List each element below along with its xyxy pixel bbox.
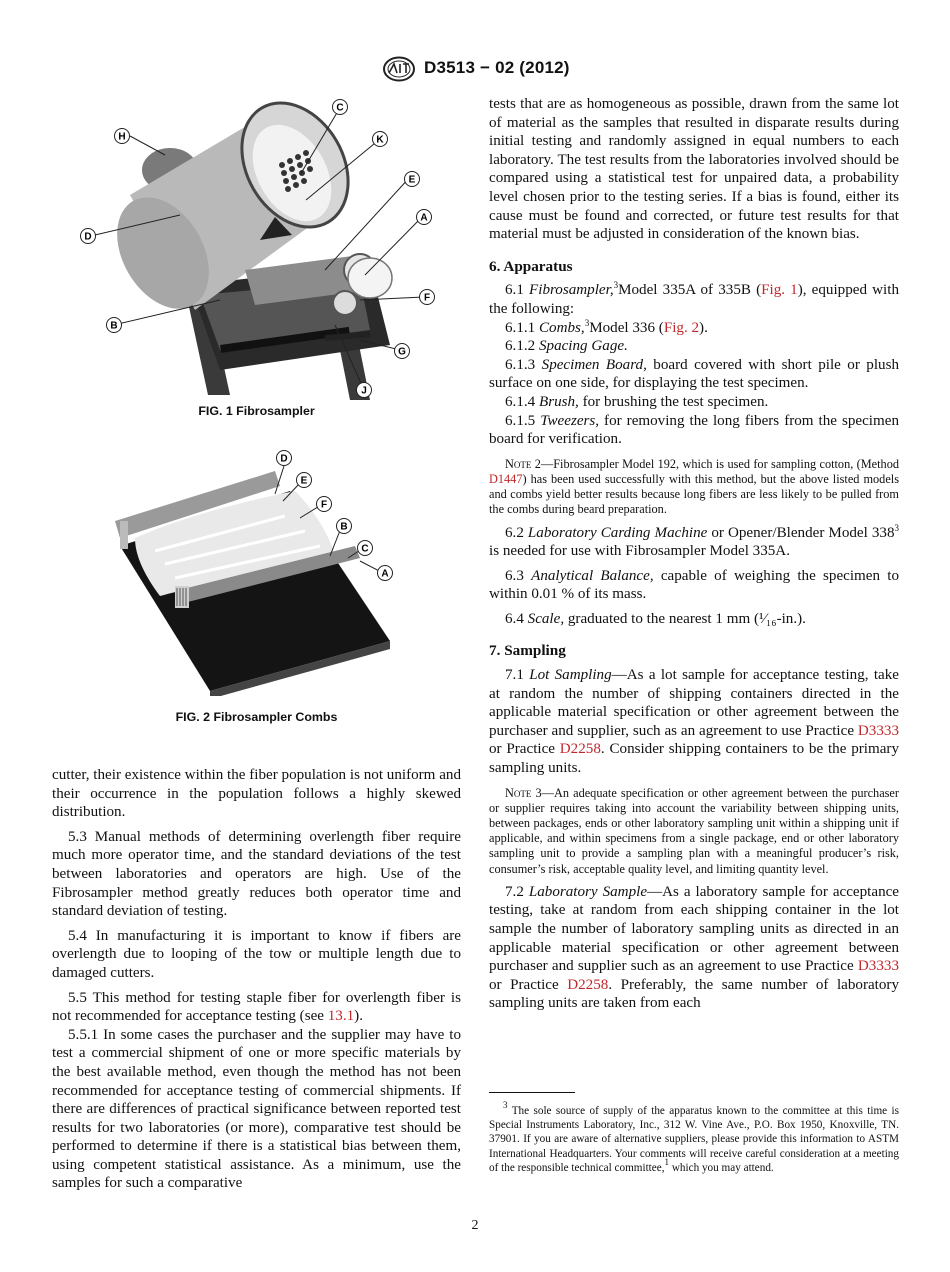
paragraph-5-5-1: 5.5.1 In some cases the purchaser and the supplier may have to test a commercial shipment of one or more specific materials by the best available method, even though the method has not been recommended for acceptance testing of commercial shipments. If there are differences of practical significance between reported test results for two laboratories (or more), comparative test should be performed to determine if there is a statistical bias between them, using competent statistical assistance. As a minimum, use the samples for such a comparative — [52, 1026, 461, 1192]
fig1-callout-f — [420, 290, 435, 305]
svg-text:D: D — [84, 231, 92, 243]
paragraph-6-1-1: 6.1.1 Combs,$^3$Model 336 (Fig. 2). — [505, 317, 708, 336]
svg-text:G: G — [398, 346, 406, 358]
fig1-callout-a — [417, 210, 432, 225]
paragraph-6-1-5: 6.1.5 Tweezers, for removing the long fibers from the specimen board for verification. — [489, 412, 899, 448]
svg-text:B: B — [340, 521, 348, 533]
paragraph-6-2: 6.2 Laboratory Carding Machine or Opener/Blender Model $338^3$ is needed for use with Fibrosampler Model 335A. — [489, 522, 899, 560]
page-header — [0, 56, 950, 86]
figure-2-caption: FIG. 2 Fibrosampler Combs — [175, 710, 338, 724]
svg-text:A: A — [381, 568, 389, 580]
fig1-callout-d — [81, 229, 96, 244]
fig1-callout-e — [405, 172, 420, 187]
svg-text:C: C — [336, 102, 344, 114]
footnote-3: $^3$ The sole source of supply of the apparatus known to the committee at this time is Special Instruments Laboratory, Inc., 312 W. Vine Ave., P.O. Box 1950, Knoxville, TN. 37901. If you are aware of alternative suppliers, please provide this information to ASTM International Headquarters. Your comments will receive careful consideration at a meeting of the responsible technical committee,$^1$ which you may attend. — [489, 1100, 899, 1174]
svg-text:E: E — [408, 174, 416, 186]
note-3: Note 3—An adequate specification or other agreement between the purchaser or supplier requires taking into account the variability between shipping units, between packages, ends or other laboratory sampling unit within a shipping unit if applicable, and within specimens from a single package, end or other laboratory sampling unit to provide a sampling plan with a meaningful producer’s risk, consumer’s risk, acceptable quality level, and limiting quantity level. — [489, 785, 899, 876]
fig1-callout-h — [115, 129, 130, 144]
fig-1-link[interactable]: Fig. 1 — [761, 282, 798, 299]
d1447-link[interactable]: D1447 — [489, 471, 523, 486]
paragraph-7-2: 7.2 Laboratory Sample—As a laboratory sample for acceptance testing, take at random from each shipping container in the lot sample the number of laboratory sampling units as directed in an applicable material specification or other agreement between purchaser and supplier such as an agreement to use Practice D3333 or Practice D2258. Preferably, the same number of laboratory sampling units are taken from each — [489, 883, 900, 1012]
fig1-callout-g — [395, 344, 410, 359]
footnote-rule — [489, 1092, 575, 1093]
paragraph-5-3: 5.3 Manual methods of determining overlength fiber require much more operator time, and the standard deviations of the test between laboratories and operators are high. Use of the Fibrosampler method greatly reduces both operator time and standard deviation of testing. — [52, 828, 461, 920]
fig2-callout-e — [297, 473, 312, 488]
paragraph-continued: cutter, their existence within the fiber population is not uniform and their occurrence in the population follows a highly skewed distribution. — [52, 767, 461, 821]
d3333-link[interactable]: D3333 — [857, 722, 899, 739]
figure-1-caption: FIG. 1 Fibrosampler — [198, 404, 315, 418]
fig2-callout-c — [358, 541, 373, 556]
svg-text:J: J — [361, 385, 367, 397]
fig1-callout-k — [373, 132, 388, 147]
svg-text:H: H — [118, 131, 126, 143]
svg-text:C: C — [361, 543, 369, 555]
document-code: D3513 − 02 (2012) — [424, 58, 570, 77]
fig2-callout-a — [378, 566, 393, 581]
figure-2-combs-image — [115, 446, 405, 696]
astm-logo-icon — [382, 56, 416, 82]
figure-1-fibrosampler-image — [70, 95, 450, 400]
right-column-text — [489, 95, 899, 1013]
paragraph-6-1-3: 6.1.3 Specimen Board, board covered with short pile or plush surface on one side, for displaying the test specimen. — [489, 356, 899, 392]
paragraph-5-5: 5.5 This method for testing staple fiber for overlength fiber is not recommended for acceptance testing (see 13.1). — [52, 989, 461, 1025]
fig-2-link[interactable]: Fig. 2 — [663, 319, 700, 336]
paragraph-6-1-4: 6.1.4 Brush, for brushing the test specimen. — [505, 393, 769, 410]
svg-text:B: B — [110, 320, 118, 332]
left-column-text — [52, 766, 461, 1193]
svg-text:F: F — [320, 499, 328, 511]
paragraph-6-4: 6.4 Scale, graduated to the nearest 1 mm (¹⁄₁₆-in.). — [505, 610, 806, 627]
svg-text:D: D — [280, 453, 288, 465]
fig2-callout-d — [277, 451, 292, 466]
ref-13-1-link[interactable]: 13.1 — [327, 1008, 355, 1025]
paragraph-6-3: 6.3 Analytical Balance, capable of weighing the specimen to within 0.01 % of its mass. — [489, 567, 900, 603]
paragraph-6-1-2: 6.1.2 Spacing Gage. — [505, 338, 628, 355]
fig1-callout-j — [357, 383, 372, 398]
fig2-callout-f — [317, 497, 332, 512]
section-6-heading: 6. Apparatus — [489, 257, 573, 275]
paragraph-5-4: 5.4 In manufacturing it is important to know if fibers are overlength due to looping of the tow or multiple length due to damaged cutters. — [52, 927, 461, 981]
svg-text:K: K — [376, 134, 384, 146]
svg-text:E: E — [300, 475, 308, 487]
svg-text:A: A — [420, 212, 428, 224]
section-7-heading: 7. Sampling — [489, 642, 566, 660]
d2258-link[interactable]: D2258 — [559, 741, 601, 758]
paragraph-6-1: 6.1 Fibrosampler,$^3$Model 335A of 335B (Fig. 1), equipped with the following: — [489, 280, 899, 317]
paragraph-continued-right: tests that are as homogeneous as possible, drawn from the same lot of material as the samples that resulted in disparate results during initial testing and randomly assigned in equal numbers to each laboratory. The test results from the laboratories involved should be compared using a statistical test for unpaired data, a probability level chosen prior to the testing series. If a bias is found, either its cause must be found and corrected, or future test results for that material must be adjusted in consideration of the known bias. — [489, 96, 899, 243]
page-number: 2 — [471, 1218, 479, 1233]
d3333-link-2[interactable]: D3333 — [857, 958, 899, 975]
paragraph-7-1: 7.1 Lot Sampling—As a lot sample for acceptance testing, take at random the number of shipping containers directed in the applicable material specification or other agreement between the purchaser and supplier, such as an agreement to use Practice D3333 or Practice D2258. Consider shipping containers to be the primary sampling units. — [489, 667, 899, 777]
fig2-callout-b — [337, 519, 352, 534]
fig1-callout-b — [107, 318, 122, 333]
note-2: Note 2—Fibrosampler Model 192, which is used for sampling cotton, (Method D1447) has been used successfully with this method, but the above listed models and combs yield better results because long fibers are less likely to be pulled from the combs during beard preparation. — [489, 456, 899, 517]
fig1-callout-c — [333, 100, 348, 115]
svg-text:F: F — [423, 292, 431, 304]
d2258-link-2[interactable]: D2258 — [567, 976, 609, 993]
